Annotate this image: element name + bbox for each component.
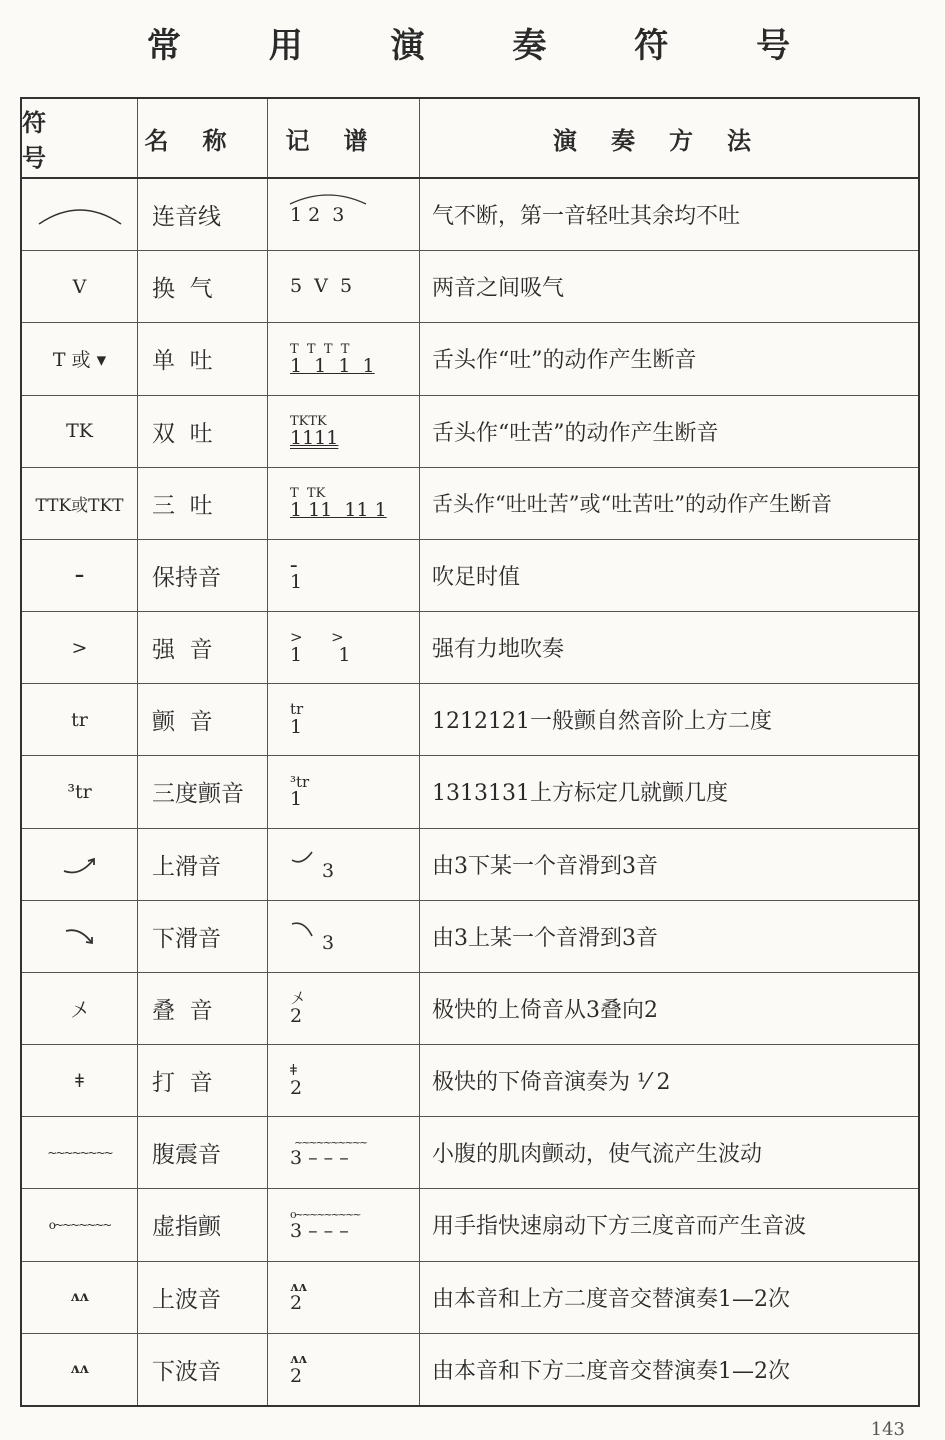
- notation-text: 1 2 3: [290, 203, 345, 226]
- name-cell: 打 音: [138, 1045, 268, 1116]
- method-cell: 由3上某一个音滑到3音: [432, 925, 658, 951]
- falling-glide-icon: [50, 921, 110, 951]
- symbol-cell: tr: [22, 684, 138, 755]
- name-cell: 虚指颤: [138, 1189, 268, 1260]
- rising-glide-icon: [50, 849, 110, 879]
- symbol-cell: ³tr: [22, 756, 138, 827]
- table-row: [22, 1262, 918, 1334]
- name-cell: 腹震音: [138, 1117, 268, 1188]
- method-cell: 吹足时值: [432, 564, 521, 590]
- notation-text: 1: [290, 716, 303, 739]
- symbol-cell: o~~~~~~~: [22, 1189, 138, 1260]
- table-row: [22, 684, 918, 756]
- method-cell: 舌头作“吐”的动作产生断音: [432, 348, 697, 374]
- table-row: [22, 396, 918, 468]
- notation-cell: [268, 612, 420, 683]
- slur-arc-icon: [37, 202, 123, 228]
- notation-text: 2: [290, 1292, 303, 1315]
- notation-text: 3: [322, 931, 335, 954]
- name-cell: 下波音: [138, 1334, 268, 1405]
- method-cell: 两音之间吸气: [432, 276, 565, 302]
- method-cell: 强有力地吹奏: [432, 637, 565, 663]
- notation-text: 3 – – –: [290, 1219, 349, 1242]
- symbol-cell: ʌʌ: [22, 1334, 138, 1405]
- name-cell: 上滑音: [138, 829, 268, 900]
- notation-cell: [268, 829, 420, 900]
- notation-text: 1 1: [290, 643, 351, 666]
- notation-cell: [268, 251, 420, 322]
- header-name: 名称: [138, 99, 268, 177]
- slur-notation-arc-icon: [288, 190, 368, 206]
- table-row: [22, 1334, 918, 1405]
- page-number: 143: [870, 1419, 905, 1440]
- table-row: [22, 251, 918, 323]
- name-cell: 叠 音: [138, 973, 268, 1044]
- notation-text: 1: [290, 788, 303, 811]
- table-row: [22, 756, 918, 828]
- symbol-cell: [22, 901, 138, 972]
- symbol-cell: >: [22, 612, 138, 683]
- name-cell: 双 吐: [138, 396, 268, 467]
- method-cell: 1212121一般颤自然音阶上方二度: [432, 709, 772, 735]
- notation-text: 1: [290, 571, 303, 594]
- header-notation: 记谱: [268, 99, 420, 177]
- name-cell: 颤 音: [138, 684, 268, 755]
- table-row: [22, 1045, 918, 1117]
- page-title: 常 用 演 奏 符 号: [146, 26, 829, 66]
- notation-text: 2: [290, 1077, 303, 1100]
- method-cell: 用手指快速扇动下方三度音而产生音波: [432, 1214, 807, 1240]
- name-cell: 换 气: [138, 251, 268, 322]
- symbol-cell: ǂ: [22, 1045, 138, 1116]
- name-cell: 连音线: [138, 179, 268, 250]
- header-method: 演奏方法: [553, 125, 785, 155]
- notation-top: ǂ: [290, 1061, 297, 1080]
- notation-cell: [268, 179, 420, 250]
- notation-top: TKTK: [290, 414, 327, 430]
- notation-top: –: [290, 556, 298, 575]
- name-cell: 单 吐: [138, 323, 268, 394]
- notation-top: ʌʌ: [290, 1352, 307, 1368]
- notation-cell: [268, 973, 420, 1044]
- falling-glide-notation-icon: [290, 918, 318, 940]
- method-cell: 小腹的肌肉颤动，使气流产生波动: [432, 1142, 763, 1168]
- table-row: [22, 973, 918, 1045]
- rising-glide-notation-icon: [290, 846, 318, 868]
- symbol-cell: [22, 179, 138, 250]
- notation-top: ~~~~~~~~~~: [294, 1136, 367, 1150]
- name-cell: 强 音: [138, 612, 268, 683]
- method-cell: 由3下某一个音滑到3音: [432, 853, 658, 879]
- symbol-cell: 〤: [22, 973, 138, 1044]
- notation-cell: [268, 684, 420, 755]
- notation-top: ʌʌ: [290, 1279, 307, 1295]
- notation-top: 〤: [290, 989, 306, 1008]
- method-cell: 极快的下倚音演奏为 ¹⁄ 2: [432, 1070, 671, 1096]
- name-cell: 三 吐: [138, 468, 268, 539]
- notation-cell: [268, 756, 420, 827]
- notation-text: 5 V 5: [290, 275, 353, 298]
- notation-cell: [268, 540, 420, 611]
- name-cell: 下滑音: [138, 901, 268, 972]
- notation-cell: [268, 1334, 420, 1405]
- method-cell: 舌头作“吐吐苦”或“吐苦吐”的动作产生断音: [432, 492, 832, 517]
- symbol-cell: ~~~~~~~~: [22, 1117, 138, 1188]
- method-cell: 由本音和上方二度音交替演奏1—2次: [432, 1286, 790, 1312]
- performance-symbols-table: [20, 97, 920, 1407]
- method-cell: 1313131上方标定几就颤几度: [432, 781, 728, 807]
- notation-text: 2: [290, 1364, 303, 1387]
- method-cell: 气不断，第一音轻吐其余均不吐: [432, 204, 741, 230]
- symbol-cell: ʌʌ: [22, 1262, 138, 1333]
- notation-text: 1 11 11 1: [290, 499, 387, 522]
- notation-text: 3 – – –: [290, 1147, 349, 1170]
- notation-cell: [268, 901, 420, 972]
- symbol-cell: TK: [22, 396, 138, 467]
- name-cell: 保持音: [138, 540, 268, 611]
- symbol-cell: T 或 ▾: [22, 323, 138, 394]
- notation-text: 3: [322, 859, 335, 882]
- notation-cell: [268, 323, 420, 394]
- table-row: [22, 468, 918, 540]
- notation-cell: [268, 1262, 420, 1333]
- method-cell: 由本音和下方二度音交替演奏1—2次: [432, 1358, 790, 1384]
- notation-top: tr: [290, 700, 304, 719]
- notation-top: T T T T: [290, 341, 350, 357]
- notation-top: o~~~~~~~~~: [290, 1208, 360, 1222]
- table-row: [22, 1189, 918, 1261]
- notation-text: 2: [290, 1004, 303, 1027]
- notation-top: T TK: [290, 486, 326, 502]
- header-symbol: 符号: [22, 99, 138, 177]
- notation-cell: [268, 396, 420, 467]
- table-row: [22, 540, 918, 612]
- notation-top: ³tr: [290, 772, 310, 791]
- name-cell: 三度颤音: [138, 756, 268, 827]
- notation-cell: [268, 1189, 420, 1260]
- name-cell: 上波音: [138, 1262, 268, 1333]
- method-cell: 极快的上倚音从3叠向2: [432, 997, 658, 1023]
- notation-cell: [268, 468, 420, 539]
- notation-cell: [268, 1045, 420, 1116]
- notation-text: 1111: [290, 427, 339, 450]
- method-cell: 舌头作“吐苦”的动作产生断音: [432, 420, 719, 446]
- symbol-cell: [22, 829, 138, 900]
- table-row: [22, 323, 918, 395]
- table-row: [22, 829, 918, 901]
- table-row: [22, 179, 918, 251]
- notation-cell: [268, 1117, 420, 1188]
- symbol-cell: V: [22, 251, 138, 322]
- notation-text: 1 1 1 1: [290, 354, 375, 377]
- symbol-cell: –: [22, 540, 138, 611]
- notation-top: > >: [290, 628, 344, 647]
- table-header-row: [22, 99, 918, 179]
- table-row: [22, 901, 918, 973]
- table-row: [22, 612, 918, 684]
- symbol-cell: TTK或TKT: [22, 468, 138, 539]
- table-row: [22, 1117, 918, 1189]
